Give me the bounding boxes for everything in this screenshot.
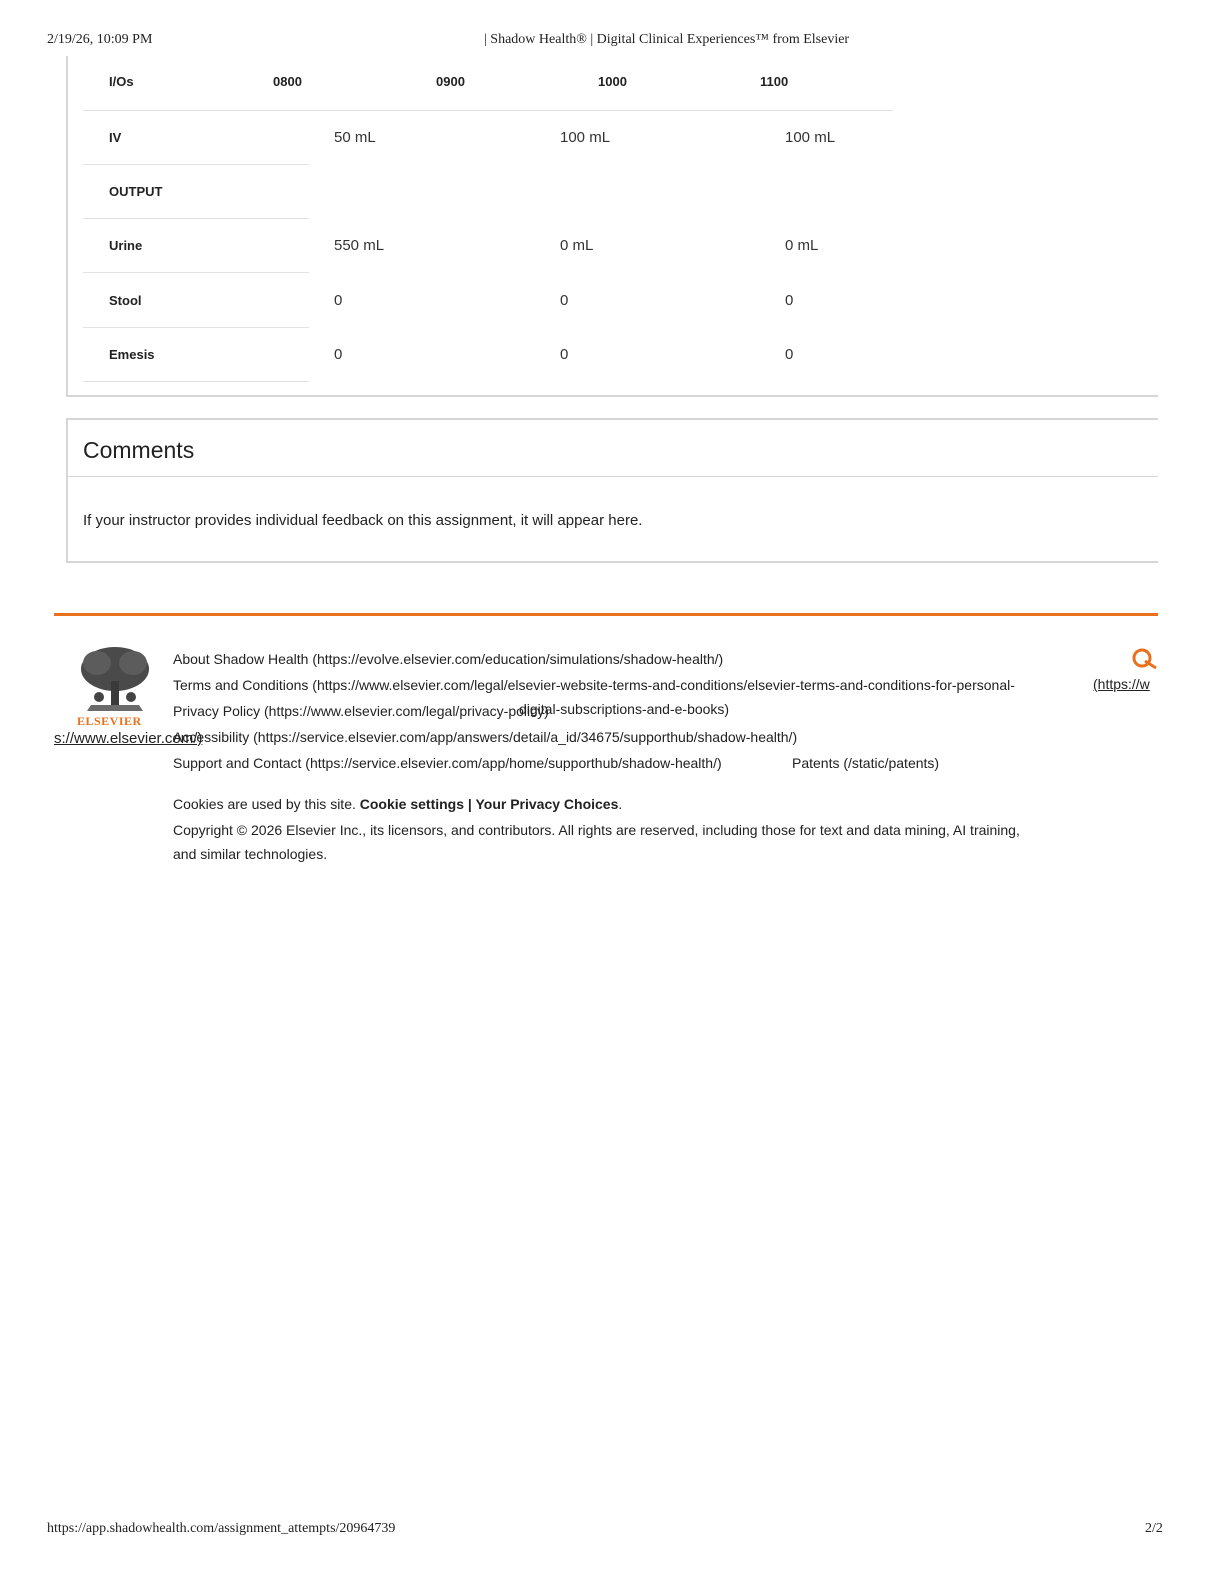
copyright-line-2: and similar technologies. <box>173 846 328 862</box>
comments-body: If your instructor provides individual feedback on this assignment, it will appear here. <box>83 512 643 529</box>
io-row-emesis <box>83 328 1083 382</box>
time-1000: 1000 <box>598 74 627 89</box>
cookies-notice <box>173 796 622 812</box>
row-value: 50 mL <box>334 129 376 146</box>
row-value: 100 mL <box>785 129 836 146</box>
row-label: Urine <box>83 219 309 273</box>
cookie-separator: | <box>464 796 476 812</box>
time-1100: 1100 <box>760 74 789 89</box>
copyright-line-1: Copyright © 2026 Elsevier Inc., its licensors, and contributors. All rights are reserved, including those for text and data mining, AI training, <box>173 822 1020 838</box>
row-value: 0 mL <box>560 237 594 254</box>
terms-continuation[interactable]: digital-subscriptions-and-e-books) <box>519 701 730 717</box>
cookies-prefix: Cookies are used by this site. <box>173 796 360 812</box>
print-page-title: | Shadow Health® | Digital Clinical Experiences™ from Elsevier <box>484 32 850 47</box>
about-shadow-health-link[interactable]: About Shadow Health (https://evolve.elsevier.com/education/simulations/shadow-health/) <box>173 651 724 667</box>
support-contact-link[interactable]: Support and Contact (https://service.elsevier.com/app/home/supporthub/shadow-health/) <box>173 755 722 771</box>
footer-divider <box>54 613 1158 616</box>
print-datetime: 2/19/26, 10:09 PM <box>47 32 153 47</box>
elsevier-logo-link[interactable]: s://www.elsevier.com/) <box>54 730 203 747</box>
chat-help-icon[interactable] <box>1130 646 1158 672</box>
patents-link[interactable]: Patents (/static/patents) <box>792 755 940 771</box>
terms-link[interactable]: Terms and Conditions (https://www.elsevier.com/legal/elsevier-website-terms-and-conditions/elsevier-terms-and-conditions-for-personal- <box>173 677 1015 693</box>
print-page-number: 2/2 <box>1145 1521 1163 1536</box>
row-label: Stool <box>83 274 309 328</box>
terms-overflow-link[interactable] <box>1093 676 1158 692</box>
privacy-choices-link[interactable]: Your Privacy Choices <box>475 796 619 812</box>
comments-panel <box>66 418 1158 563</box>
cookie-settings-link[interactable]: Cookie settings <box>359 796 465 812</box>
row-value: 0 <box>334 292 343 309</box>
io-row-urine <box>83 219 1083 273</box>
cookies-suffix: . <box>618 796 623 812</box>
row-value: 0 <box>560 346 569 363</box>
row-value: 100 mL <box>560 129 611 146</box>
row-label: OUTPUT <box>83 165 309 219</box>
privacy-policy-link[interactable]: Privacy Policy (https://www.elsevier.com/legal/privacy-policy) <box>173 703 549 719</box>
row-label: IV <box>83 111 309 165</box>
row-value: 0 mL <box>785 237 819 254</box>
time-0900: 0900 <box>436 74 465 89</box>
row-value: 550 mL <box>334 237 385 254</box>
row-value: 0 <box>785 346 794 363</box>
io-row-output <box>83 165 1083 219</box>
row-label: Emesis <box>83 328 309 382</box>
row-value: 0 <box>334 346 343 363</box>
elsevier-wordmark: ELSEVIER <box>77 714 142 728</box>
io-row-stool <box>83 274 1083 328</box>
io-header-label: I/Os <box>109 74 134 89</box>
io-table-header <box>83 56 893 111</box>
time-0800: 0800 <box>273 74 302 89</box>
row-value: 0 <box>560 292 569 309</box>
terms-overflow-text: (https://w <box>1093 676 1150 692</box>
io-table-panel <box>66 56 1158 397</box>
comments-title: Comments <box>68 420 1158 477</box>
io-row-iv <box>83 111 1083 165</box>
accessibility-link[interactable]: Accessibility (https://service.elsevier.com/app/answers/detail/a_id/34675/supporthub/shadow-health/) <box>173 729 798 745</box>
print-url: https://app.shadowhealth.com/assignment_attempts/20964739 <box>47 1521 396 1536</box>
row-value: 0 <box>785 292 794 309</box>
